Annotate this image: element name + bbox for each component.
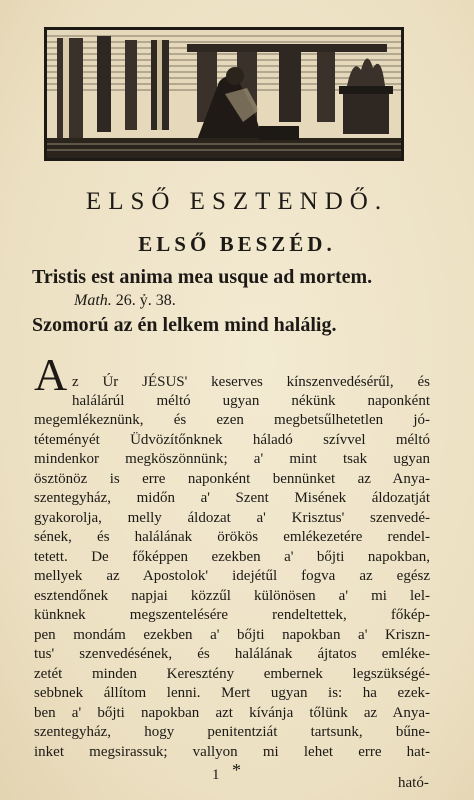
signature-mark: * (232, 760, 241, 780)
text-line: ben a' bőjti napokban azt kívánja tőlünk az Anya- (34, 705, 430, 721)
page-number: 1 (212, 767, 220, 783)
text-line: inket megsirassuk; vallyon mi lehet erre hat- (34, 744, 430, 760)
text-line: zetét minden Keresztény embernek legszükségé- (34, 666, 430, 682)
text-line: tetett. De főképpen ezekben a' bőjti napokban, (34, 549, 430, 565)
catchword: ható- (398, 775, 429, 791)
reference-verse: 26. ỷ. 38. (115, 292, 176, 309)
text-line: gyakorolja, melly áldozat a' Krisztus' szenvedé- (34, 510, 430, 526)
text-line: tus' szenvedésének, és halálának ájtatos emléke- (34, 646, 430, 662)
bible-reference (74, 292, 176, 310)
text-line: téteményét Üdvözítőnknek háladó szívvel méltó (34, 432, 430, 448)
text-line: sebbnek állítom lenni. Mert ugyan is: ha ezek- (34, 685, 430, 701)
text-line: mellyek az Apostolok' idejétűl fogva az egész (34, 568, 430, 584)
year-heading: ELSŐ ESZTENDŐ. (85, 188, 389, 215)
hungarian-epigraph: Szomorú az én lelkem mind halálig. (32, 314, 337, 336)
text-line: halálárúl méltó ugyan nékünk naponként (72, 393, 430, 409)
sermon-heading: ELSŐ BESZÉD. (138, 232, 336, 256)
text-line: ösztönöz is erre naponként bennünket az Anya- (34, 471, 430, 487)
text-line: pen mondám ezekben a' bőjti napokban a' Kriszn- (34, 627, 430, 643)
drop-cap: A (34, 349, 68, 400)
text-line: sének, és halálának örökös emlékezetére rendel- (34, 529, 430, 545)
text-line: megemlékeznünk, és ezen megbetsűlhetetlen jó- (34, 412, 430, 428)
engraving-artwork (47, 30, 401, 158)
text-line: z Úr JÉSUS' keserves kínszenvedésérűl, és (72, 374, 430, 390)
text-line: mindenkor megköszönnünk; a' mint tsak ugyan (34, 451, 430, 467)
latin-epigraph: Tristis est anima mea usque ad mortem. (32, 266, 373, 288)
text-line: szentegyház, midőn a' Szent Misének áldozatját (34, 490, 430, 506)
text-line: esztendőnek napjai közzűl különösen a' mi lel- (34, 588, 430, 604)
engraving-illustration (44, 27, 404, 161)
reference-book: Math. (74, 292, 112, 309)
text-line: szentegyház, hogy penitentziát tartsunk, bűne- (34, 724, 430, 740)
text-line: künknek megszentelésére rendeltettek, főkép- (34, 607, 430, 623)
